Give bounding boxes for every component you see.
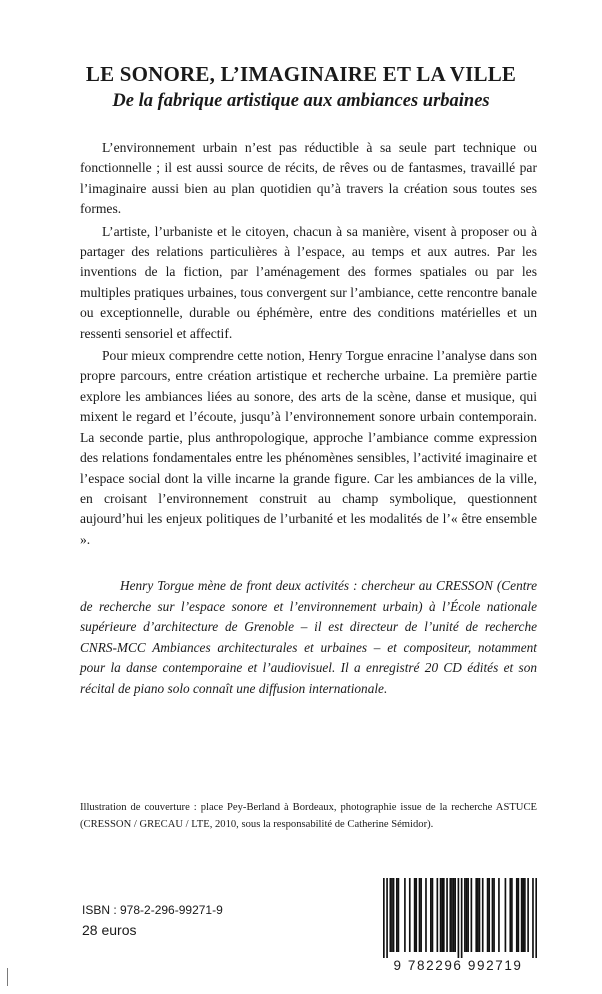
barcode-bar [404, 878, 406, 952]
barcode-bar [389, 878, 391, 952]
barcode-bar [398, 878, 400, 952]
barcode-bar [425, 878, 427, 952]
barcode-bar [467, 878, 469, 952]
isbn-label: ISBN : 978-2-296-99271-9 [82, 903, 223, 917]
barcode-bar [466, 878, 468, 952]
barcode-bar [430, 878, 432, 952]
barcode-bar [458, 878, 460, 958]
barcode-bar [393, 878, 395, 952]
barcode-bar [440, 878, 442, 952]
barcode-bar [524, 878, 526, 952]
page-edge-mark [7, 968, 8, 986]
barcode-bar [488, 878, 490, 952]
barcode-bar [511, 878, 513, 952]
author-bio: Henry Torgue mène de front deux activités : chercheur au CRESSON (Centre de recherche sur l’espace sonore et l’environnement urbain) à l’École nationale supérieure d’architecture de Grenoble – il est directeur de l’unité de recherche CNRS-MCC Ambiances architecturales et urbaines – et compositeur, notamment pour la danse contemporaine et l’audiovisuel. Il a enregistré 20 CD édités et son récital de piano solo connaît une diffusion internationale. [80, 578, 537, 696]
barcode-bar [443, 878, 445, 952]
price-label: 28 euros [82, 922, 137, 938]
barcode-bar [415, 878, 417, 952]
barcode-bar [420, 878, 422, 952]
barcode-bar [509, 878, 511, 952]
barcode-bars [383, 878, 537, 958]
barcode-bar [475, 878, 477, 952]
barcode-bar [461, 878, 463, 958]
barcode-bar [492, 878, 494, 952]
barcode-bar [498, 878, 500, 952]
barcode-bar [391, 878, 393, 952]
barcode-bar [479, 878, 481, 952]
book-subtitle: De la fabrique artistique aux ambiances urbaines [112, 91, 490, 111]
barcode-bar [464, 878, 466, 952]
barcode-bar [471, 878, 473, 952]
barcode-bar [446, 878, 448, 952]
book-title: LE SONORE, L’IMAGINAIRE ET LA VILLE [85, 62, 517, 86]
barcode-bar [487, 878, 489, 952]
barcode-icon [383, 878, 537, 958]
barcode-bar [449, 878, 451, 952]
barcode-bar [396, 878, 398, 952]
back-cover-summary [80, 138, 537, 552]
summary-paragraph-2: L’artiste, l’urbaniste et le citoyen, chacun à sa manière, visent à proposer ou à partager des relations particulières à l’espace, au temps et aux autres. Par les inventions de la fiction, par l’aménagement des formes spatiales ou par les multiples pratiques urbaines, tous convergent sur l’ambiance, cette rencontre banale ou exceptionnelle, durable ou éphémère, entre des conditions matérielles et un ressenti sensoriel et affectif. [80, 223, 537, 341]
barcode-bar [451, 878, 453, 952]
barcode-bar [386, 878, 388, 958]
barcode-bar [518, 878, 520, 952]
cover-illustration-credit: Illustration de couverture : place Pey-Berland à Bordeaux, photographie issue de la recherche ASTUCE (CRESSON / GRECAU / LTE, 2010, sous la responsabilité de Catherine Sémidor). [80, 802, 537, 830]
barcode-bar [441, 878, 443, 952]
barcode-bar [493, 878, 495, 952]
barcode-bar [532, 878, 534, 958]
barcode-bar [505, 878, 507, 952]
barcode-bar [477, 878, 479, 952]
barcode-bar [409, 878, 411, 952]
barcode-bar [383, 878, 385, 958]
barcode-digits: 9 782296 992719 [393, 958, 523, 973]
barcode-bar [436, 878, 438, 952]
barcode-bar [432, 878, 434, 952]
barcode-bar [482, 878, 484, 952]
barcode-bar [516, 878, 518, 952]
summary-paragraph-3: Pour mieux comprendre cette notion, Henry Torgue enracine l’analyse dans son propre parcours, entre création artistique et recherche urbaine. La première partie explore les ambiances liées au sonore, des arts de la scène, danse et musique, qui mixent le regard et l’écoute, jusqu’à l’environnement sonore urbain contemporain. La seconde partie, plus anthropologique, approche l’ambiance comme expression des relations fondamentales entre les phénomènes sensibles, l’activité imaginaire et l’espace social dont la ville incarne la grande figure. Car les ambiances de la ville, en croisant l’environnement construit au champ symbolique, questionnent aujourd’hui les enjeux politiques de l’urbanité et les modalités de l’« être ensemble ». [80, 348, 537, 547]
barcode-bar [535, 878, 537, 958]
barcode-bar [414, 878, 416, 952]
barcode-bar [419, 878, 421, 952]
barcode-bar [522, 878, 524, 952]
barcode-bar [527, 878, 529, 952]
summary-paragraph-1: L’environnement urbain n’est pas réductible à sa seule part technique ou fonctionnelle ; il est aussi source de récits, de rêves ou de fantasmes, travaillé par l’imaginaire aussi bien au plan quotidien qu’à travers la création sous toutes ses formes. [80, 140, 537, 217]
barcode-bar [453, 878, 455, 952]
barcode-bar [454, 878, 456, 952]
barcode-bar [521, 878, 523, 952]
